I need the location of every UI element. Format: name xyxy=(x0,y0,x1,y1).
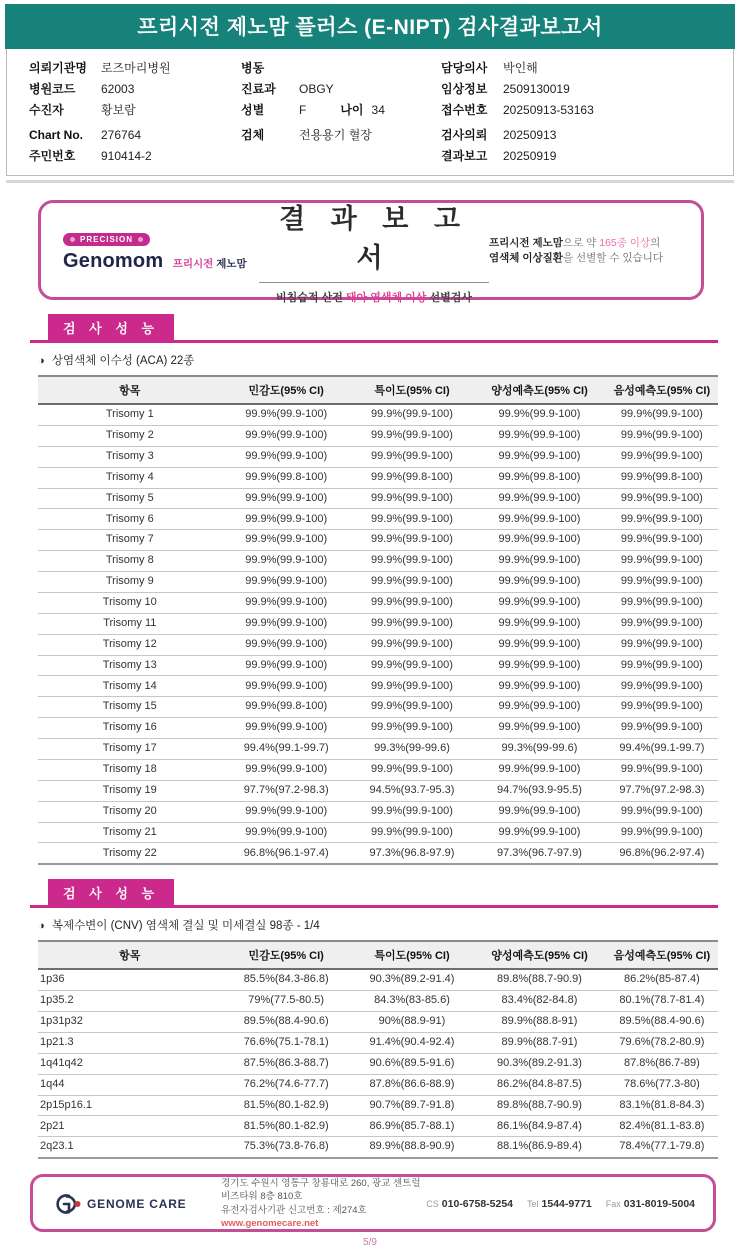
cell-item: Trisomy 13 xyxy=(38,655,222,676)
cell-npv: 96.8%(96.2-97.4) xyxy=(606,843,718,864)
cell-npv: 78.4%(77.1-79.8) xyxy=(606,1137,718,1158)
cnv-subtitle: ◑ 복제수변이 (CNV) 염색체 결실 및 미세결실 98종 - 1/4 xyxy=(38,920,320,933)
col-header-npv: 음성예측도(95% CI) xyxy=(606,376,718,404)
cell-specificity: 99.9%(99.9-100) xyxy=(351,592,473,613)
cell-npv: 78.6%(77.3-80) xyxy=(606,1074,718,1095)
genomecare-logo-icon xyxy=(53,1192,83,1216)
cell-specificity: 90.3%(89.2-91.4) xyxy=(351,969,473,990)
table-row xyxy=(38,446,718,467)
cell-item: 2q23.1 xyxy=(38,1137,222,1158)
cell-item: Trisomy 18 xyxy=(38,759,222,780)
cell-npv: 99.9%(99.9-100) xyxy=(606,697,718,718)
report-title: 프리시전 제노맘 플러스 (E-NIPT) 검사결과보고서 xyxy=(137,16,603,39)
col-header-ppv: 양성예측도(95% CI) xyxy=(473,941,606,969)
cell-item: Trisomy 16 xyxy=(38,718,222,739)
table-row xyxy=(38,1032,718,1053)
cell-item: Trisomy 4 xyxy=(38,467,222,488)
table-row xyxy=(38,1116,718,1137)
cell-ppv: 97.3%(96.7-97.9) xyxy=(473,843,606,864)
field-ward: 병동 xyxy=(241,61,265,75)
cell-item: Trisomy 3 xyxy=(38,446,222,467)
cell-item: Trisomy 20 xyxy=(38,801,222,822)
cell-sensitivity: 96.8%(96.1-97.4) xyxy=(222,843,351,864)
cell-specificity: 97.3%(96.8-97.9) xyxy=(351,843,473,864)
cell-specificity: 87.8%(86.6-88.9) xyxy=(351,1074,473,1095)
tel-contact: Tel 1544-9771 xyxy=(527,1197,592,1210)
cell-specificity: 94.5%(93.7-95.3) xyxy=(351,780,473,801)
field-specimen: 검체 전용용기 혈장 xyxy=(241,128,372,142)
cell-ppv: 89.8%(88.7-90.9) xyxy=(473,1095,606,1116)
cell-item: 2p21 xyxy=(38,1116,222,1137)
col-header-item: 항목 xyxy=(38,941,222,969)
table-row xyxy=(38,991,718,1012)
cell-npv: 79.6%(78.2-80.9) xyxy=(606,1032,718,1053)
cell-sensitivity: 99.9%(99.9-100) xyxy=(222,801,351,822)
cell-sensitivity: 99.9%(99.9-100) xyxy=(222,488,351,509)
cell-item: Trisomy 7 xyxy=(38,530,222,551)
table-header-row xyxy=(38,376,718,404)
section-divider xyxy=(6,180,734,183)
cell-item: Trisomy 9 xyxy=(38,572,222,593)
report-title-bar xyxy=(5,4,735,49)
cs-contact: CS 010-6758-5254 xyxy=(426,1197,514,1210)
cell-specificity: 99.9%(99.9-100) xyxy=(351,551,473,572)
cnv-performance-table xyxy=(38,940,718,1159)
cell-ppv: 99.9%(99.9-100) xyxy=(473,425,606,446)
field-resident-no: 주민번호 910414-2 xyxy=(29,149,152,163)
cell-ppv: 99.9%(99.9-100) xyxy=(473,655,606,676)
cell-npv: 99.9%(99.9-100) xyxy=(606,509,718,530)
fax-contact: Fax 031-8019-5004 xyxy=(605,1197,695,1210)
field-receipt-no: 접수번호 20250913-53163 xyxy=(441,103,594,117)
cell-sensitivity: 99.9%(99.9-100) xyxy=(222,551,351,572)
field-clinical-info: 임상정보 2509130019 xyxy=(441,82,570,96)
cell-npv: 99.9%(99.9-100) xyxy=(606,572,718,593)
section-header-aca xyxy=(30,314,718,343)
section-label: 검 사 성 능 xyxy=(48,879,174,905)
cell-sensitivity: 76.2%(74.6-77.7) xyxy=(222,1074,351,1095)
field-patient-name: 수진자 황보람 xyxy=(29,103,136,117)
cell-specificity: 99.9%(99.9-100) xyxy=(351,634,473,655)
cell-ppv: 90.3%(89.2-91.3) xyxy=(473,1053,606,1074)
col-header-item: 항목 xyxy=(38,376,222,404)
cell-ppv: 99.9%(99.9-100) xyxy=(473,551,606,572)
cell-specificity: 99.3%(99-99.6) xyxy=(351,739,473,760)
cell-npv: 99.4%(99.1-99.7) xyxy=(606,739,718,760)
col-header-sensitivity: 민감도(95% CI) xyxy=(222,376,351,404)
half-circle-icon: ◑ xyxy=(38,355,45,367)
cell-sensitivity: 99.9%(99.9-100) xyxy=(222,655,351,676)
cell-npv: 99.9%(99.9-100) xyxy=(606,613,718,634)
col-header-specificity: 특이도(95% CI) xyxy=(351,941,473,969)
genomecare-wordmark: GENOME CARE xyxy=(87,1196,187,1211)
cell-item: Trisomy 15 xyxy=(38,697,222,718)
cell-npv: 99.9%(99.9-100) xyxy=(606,488,718,509)
cell-npv: 99.9%(99.8-100) xyxy=(606,467,718,488)
table-row xyxy=(38,759,718,780)
cell-item: Trisomy 11 xyxy=(38,613,222,634)
genomecare-logo xyxy=(53,1192,221,1216)
field-request-date: 검사의뢰 20250913 xyxy=(441,128,557,142)
badge-dot-icon xyxy=(70,237,75,242)
field-report-date: 결과보고 20250919 xyxy=(441,149,557,163)
table-row xyxy=(38,467,718,488)
cell-specificity: 99.9%(99.9-100) xyxy=(351,425,473,446)
cell-npv: 86.2%(85-87.4) xyxy=(606,969,718,990)
patient-info-panel xyxy=(6,49,734,176)
cell-ppv: 99.9%(99.8-100) xyxy=(473,467,606,488)
cell-npv: 99.9%(99.9-100) xyxy=(606,404,718,425)
report-heading: 결 과 보 고 서 xyxy=(259,197,489,283)
cell-specificity: 99.9%(99.9-100) xyxy=(351,509,473,530)
table-row xyxy=(38,530,718,551)
table-row xyxy=(38,634,718,655)
cell-item: Trisomy 17 xyxy=(38,739,222,760)
cell-specificity: 86.9%(85.7-88.1) xyxy=(351,1116,473,1137)
half-circle-icon: ◑ xyxy=(38,920,45,933)
cell-sensitivity: 99.9%(99.9-100) xyxy=(222,718,351,739)
patient-col-right xyxy=(441,58,723,167)
cell-sensitivity: 97.7%(97.2-98.3) xyxy=(222,780,351,801)
section-label: 검 사 성 능 xyxy=(48,314,174,340)
cell-specificity: 99.9%(99.9-100) xyxy=(351,446,473,467)
cell-ppv: 99.9%(99.9-100) xyxy=(473,592,606,613)
table-row xyxy=(38,592,718,613)
cell-npv: 89.5%(88.4-90.6) xyxy=(606,1012,718,1033)
cell-ppv: 83.4%(82-84.8) xyxy=(473,991,606,1012)
cell-item: 1q44 xyxy=(38,1074,222,1095)
cell-item: Trisomy 19 xyxy=(38,780,222,801)
table-row xyxy=(38,572,718,593)
cell-item: Trisomy 1 xyxy=(38,404,222,425)
cell-ppv: 89.9%(88.8-91) xyxy=(473,1012,606,1033)
table-header-row xyxy=(38,941,718,969)
table-row xyxy=(38,676,718,697)
footer-address: 경기도 수원시 영통구 창룡대로 260, 광교 센트럴비즈타워 8층 810호 xyxy=(221,1177,421,1203)
cell-item: 1p21.3 xyxy=(38,1032,222,1053)
table-row xyxy=(38,1074,718,1095)
cell-ppv: 99.9%(99.9-100) xyxy=(473,759,606,780)
cell-sensitivity: 79%(77.5-80.5) xyxy=(222,991,351,1012)
cell-sensitivity: 99.9%(99.9-100) xyxy=(222,592,351,613)
table-row xyxy=(38,488,718,509)
cell-npv: 99.9%(99.9-100) xyxy=(606,592,718,613)
cell-item: 1p36 xyxy=(38,969,222,990)
table-row xyxy=(38,739,718,760)
aca-performance-table xyxy=(38,375,718,865)
cell-sensitivity: 99.9%(99.8-100) xyxy=(222,467,351,488)
badge-dot-icon xyxy=(138,237,143,242)
footer-address-block xyxy=(221,1177,426,1231)
table-row xyxy=(38,509,718,530)
cell-ppv: 99.9%(99.9-100) xyxy=(473,801,606,822)
cell-ppv: 99.9%(99.9-100) xyxy=(473,488,606,509)
table-row xyxy=(38,404,718,425)
cell-specificity: 99.9%(99.9-100) xyxy=(351,613,473,634)
cell-item: Trisomy 22 xyxy=(38,843,222,864)
col-header-sensitivity: 민감도(95% CI) xyxy=(222,941,351,969)
table-row xyxy=(38,801,718,822)
cell-specificity: 89.9%(88.8-90.9) xyxy=(351,1137,473,1158)
cell-specificity: 99.9%(99.9-100) xyxy=(351,697,473,718)
cell-specificity: 99.9%(99.9-100) xyxy=(351,655,473,676)
cell-sensitivity: 99.9%(99.9-100) xyxy=(222,759,351,780)
cell-sensitivity: 76.6%(75.1-78.1) xyxy=(222,1032,351,1053)
table-row xyxy=(38,780,718,801)
cell-npv: 83.1%(81.8-84.3) xyxy=(606,1095,718,1116)
cell-npv: 99.9%(99.9-100) xyxy=(606,676,718,697)
cell-ppv: 88.1%(86.9-89.4) xyxy=(473,1137,606,1158)
cell-sensitivity: 99.9%(99.9-100) xyxy=(222,613,351,634)
report-heading-block xyxy=(259,197,489,305)
cell-sensitivity: 99.9%(99.9-100) xyxy=(222,404,351,425)
aca-subtitle: ◑ 상염색체 이수성 (ACA) 22종 xyxy=(38,355,195,367)
report-subheading: 비침습적 산전 태아 염색체 이상 선별검사 xyxy=(276,292,472,304)
cell-npv: 99.9%(99.9-100) xyxy=(606,634,718,655)
col-header-specificity: 특이도(95% CI) xyxy=(351,376,473,404)
cell-npv: 99.9%(99.9-100) xyxy=(606,718,718,739)
cell-item: 2p15p16.1 xyxy=(38,1095,222,1116)
table-row xyxy=(38,1012,718,1033)
cell-sensitivity: 99.9%(99.9-100) xyxy=(222,446,351,467)
footer-registration: 유전자검사기관 신고번호 : 제274호 xyxy=(221,1204,367,1216)
cell-ppv: 99.9%(99.9-100) xyxy=(473,718,606,739)
table-row xyxy=(38,655,718,676)
patient-col-left xyxy=(29,58,241,167)
cell-specificity: 99.9%(99.9-100) xyxy=(351,572,473,593)
cell-ppv: 99.9%(99.9-100) xyxy=(473,404,606,425)
cell-npv: 97.7%(97.2-98.3) xyxy=(606,780,718,801)
cell-sensitivity: 99.4%(99.1-99.7) xyxy=(222,739,351,760)
cell-item: Trisomy 10 xyxy=(38,592,222,613)
cell-ppv: 99.9%(99.9-100) xyxy=(473,613,606,634)
field-sex-age: 성별 F 나이 34 xyxy=(241,103,385,117)
cell-npv: 99.9%(99.9-100) xyxy=(606,822,718,843)
cell-specificity: 99.9%(99.9-100) xyxy=(351,530,473,551)
cell-item: Trisomy 14 xyxy=(38,676,222,697)
table-row xyxy=(38,1053,718,1074)
table-row xyxy=(38,969,718,990)
cell-specificity: 99.9%(99.8-100) xyxy=(351,467,473,488)
cell-npv: 99.9%(99.9-100) xyxy=(606,446,718,467)
cell-ppv: 99.9%(99.9-100) xyxy=(473,822,606,843)
cell-ppv: 99.9%(99.9-100) xyxy=(473,530,606,551)
cell-npv: 87.8%(86.7-89) xyxy=(606,1053,718,1074)
footer-box xyxy=(30,1174,716,1232)
cell-specificity: 99.9%(99.9-100) xyxy=(351,488,473,509)
cell-sensitivity: 99.9%(99.9-100) xyxy=(222,634,351,655)
cell-ppv: 86.1%(84.9-87.4) xyxy=(473,1116,606,1137)
table-row xyxy=(38,1095,718,1116)
cell-sensitivity: 75.3%(73.8-76.8) xyxy=(222,1137,351,1158)
cell-sensitivity: 99.9%(99.9-100) xyxy=(222,822,351,843)
cell-ppv: 99.9%(99.9-100) xyxy=(473,446,606,467)
cell-sensitivity: 99.9%(99.9-100) xyxy=(222,530,351,551)
cell-npv: 82.4%(81.1-83.8) xyxy=(606,1116,718,1137)
table-row xyxy=(38,613,718,634)
cell-ppv: 89.8%(88.7-90.9) xyxy=(473,969,606,990)
cell-npv: 99.9%(99.9-100) xyxy=(606,759,718,780)
brand-wordmark: Genomom 프리시전 제노맘 xyxy=(63,250,247,272)
cell-ppv: 99.3%(99-99.6) xyxy=(473,739,606,760)
cell-item: Trisomy 21 xyxy=(38,822,222,843)
cell-ppv: 99.9%(99.9-100) xyxy=(473,572,606,593)
cell-specificity: 90.7%(89.7-91.8) xyxy=(351,1095,473,1116)
cell-sensitivity: 99.9%(99.8-100) xyxy=(222,697,351,718)
cell-ppv: 86.2%(84.8-87.5) xyxy=(473,1074,606,1095)
cell-item: Trisomy 12 xyxy=(38,634,222,655)
cell-item: 1p31p32 xyxy=(38,1012,222,1033)
table-row xyxy=(38,425,718,446)
cell-sensitivity: 99.9%(99.9-100) xyxy=(222,676,351,697)
cell-ppv: 99.9%(99.9-100) xyxy=(473,634,606,655)
cell-ppv: 99.9%(99.9-100) xyxy=(473,676,606,697)
cell-specificity: 99.9%(99.9-100) xyxy=(351,822,473,843)
table-row xyxy=(38,843,718,864)
cell-ppv: 99.9%(99.9-100) xyxy=(473,697,606,718)
result-report-box xyxy=(38,200,704,304)
cell-sensitivity: 99.9%(99.9-100) xyxy=(222,425,351,446)
cell-specificity: 99.9%(99.9-100) xyxy=(351,759,473,780)
cell-item: Trisomy 6 xyxy=(38,509,222,530)
cell-npv: 99.9%(99.9-100) xyxy=(606,801,718,822)
field-hospital-name: 의뢰기관명 로즈마리병원 xyxy=(29,61,171,75)
col-header-npv: 음성예측도(95% CI) xyxy=(606,941,718,969)
cell-sensitivity: 81.5%(80.1-82.9) xyxy=(222,1095,351,1116)
cell-specificity: 84.3%(83-85.6) xyxy=(351,991,473,1012)
cell-specificity: 90.6%(89.5-91.6) xyxy=(351,1053,473,1074)
cell-npv: 99.9%(99.9-100) xyxy=(606,655,718,676)
cell-specificity: 99.9%(99.9-100) xyxy=(351,676,473,697)
website-link[interactable]: www.genomecare.net xyxy=(221,1218,319,1230)
cell-item: 1q41q42 xyxy=(38,1053,222,1074)
table-row xyxy=(38,822,718,843)
cell-sensitivity: 99.9%(99.9-100) xyxy=(222,572,351,593)
table-row xyxy=(38,1137,718,1158)
cell-npv: 80.1%(78.7-81.4) xyxy=(606,991,718,1012)
patient-col-middle xyxy=(241,58,441,167)
cell-specificity: 90%(88.9-91) xyxy=(351,1012,473,1033)
cell-item: 1p35.2 xyxy=(38,991,222,1012)
cell-npv: 99.9%(99.9-100) xyxy=(606,425,718,446)
table-row xyxy=(38,551,718,572)
cell-specificity: 99.9%(99.9-100) xyxy=(351,718,473,739)
table-row xyxy=(38,718,718,739)
cell-ppv: 89.9%(88.7-91) xyxy=(473,1032,606,1053)
table-row xyxy=(38,697,718,718)
cell-npv: 99.9%(99.9-100) xyxy=(606,551,718,572)
cell-sensitivity: 89.5%(88.4-90.6) xyxy=(222,1012,351,1033)
cell-item: Trisomy 5 xyxy=(38,488,222,509)
cell-specificity: 99.9%(99.9-100) xyxy=(351,801,473,822)
section-header-cnv xyxy=(30,879,718,908)
col-header-ppv: 양성예측도(95% CI) xyxy=(473,376,606,404)
field-doctor: 담당의사 박인해 xyxy=(441,61,538,75)
genomom-logo xyxy=(63,229,259,273)
field-hospital-code: 병원코드 62003 xyxy=(29,82,135,96)
screening-note: 프리시전 제노맘으로 약 165종 이상의 염색체 이상질환을 선별할 수 있습니다 xyxy=(489,237,663,264)
page-number: 5/9 xyxy=(363,1237,377,1248)
cell-item: Trisomy 8 xyxy=(38,551,222,572)
cell-item: Trisomy 2 xyxy=(38,425,222,446)
cell-specificity: 99.9%(99.9-100) xyxy=(351,404,473,425)
cell-npv: 99.9%(99.9-100) xyxy=(606,530,718,551)
cell-ppv: 94.7%(93.9-95.5) xyxy=(473,780,606,801)
field-department: 진료과 OBGY xyxy=(241,82,334,96)
cell-sensitivity: 81.5%(80.1-82.9) xyxy=(222,1116,351,1137)
field-chart-no: Chart No. 276764 xyxy=(29,128,142,142)
cell-sensitivity: 99.9%(99.9-100) xyxy=(222,509,351,530)
precision-badge: PRECISION xyxy=(63,233,150,246)
cell-ppv: 99.9%(99.9-100) xyxy=(473,509,606,530)
cell-sensitivity: 87.5%(86.3-88.7) xyxy=(222,1053,351,1074)
cell-sensitivity: 85.5%(84.3-86.8) xyxy=(222,969,351,990)
cell-specificity: 91.4%(90.4-92.4) xyxy=(351,1032,473,1053)
